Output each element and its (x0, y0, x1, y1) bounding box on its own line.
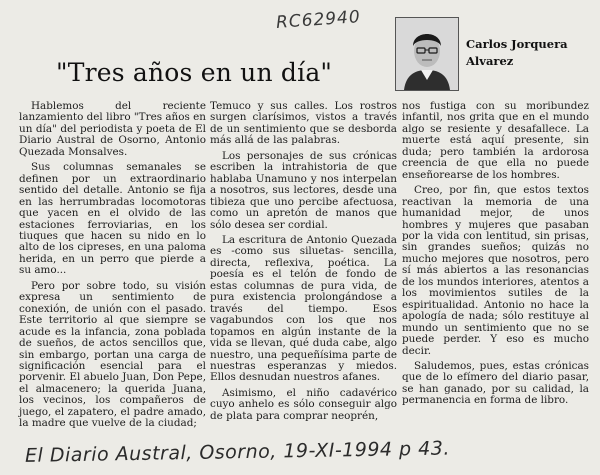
paragraph: Pero por sobre todo, su visión expresa un sentimiento de conexión, de unión con el pasado. Este territorio al que siempre se acude es la infancia, zona poblada de sueños, de actos sencillos que, sin embargo, portan una carga de significación esencial para el porvenir. El abuelo Juan, Don Pepe, el almacenero; la querida Juana, los vecinos, los compañeros de juego, el zapatero, el padre amado, la madre que vuelve de la ciudad; (19, 279, 206, 430)
author-name-line-2: Alvarez (466, 54, 514, 68)
paragraph: nos fustiga con su moribundez infantil, nos grita que en el mundo algo se resiente y desafallece. La muerte está aquí presente, sin duda; pero también la ardorosa creencia de que ella no puede enseñorearse de los hombres. (402, 100, 589, 181)
article-column-3 (402, 101, 589, 411)
paragraph: Sus columnas semanales se definen por un extraordinario sentido del detalle. Antonio se fija en las herrumbradas locomotoras que yacen en el olvido de las estaciones ferroviarias, en los tiuques que hacen su nido en lo alto de los cipreses, en una paloma herida, en un perro que pierde a su amo... (19, 161, 206, 277)
author-portrait-image (396, 18, 458, 90)
article-column-2 (210, 101, 397, 426)
paragraph: Temuco y sus calles. Los rostros surgen clarísimos, vistos a través de un sentimiento que se desborda más allá de las palabras. (210, 100, 397, 147)
paragraph: Los personajes de sus crónicas escriben la intrahistoria de que hablaba Unamuno y nos interpelan a nosotros, sus lectores, desde una tibieza que uno percibe afectuosa, como un apretón de manos que sólo desea ser cordial. (210, 149, 397, 231)
author-name-line-1: Carlos Jorquera (466, 37, 568, 51)
author-photo (395, 17, 459, 91)
paragraph: Creo, por fin, que estos textos reactivan la memoria de una humanidad mejor, de unos hombres y mujeres que pasaban por la vida con lentitud, sin prisas, sin grandes sueños; quizás no mucho mejores que nosotros, pero sí más abiertos a las resonancias de los mundos interiores, atentos a los movimientos sutiles de la espiritualidad. Antonio no hace la apología de nada; sólo restituye al mundo un sentimiento que no se puede perder. Y eso es mucho decir. (402, 184, 589, 357)
paragraph: Asimismo, el niño cadavérico cuyo anhelo es sólo conseguir algo de plata para comprar neoprén, (210, 386, 397, 422)
article-column-1 (19, 101, 206, 434)
paragraph: Saludemos, pues, estas crónicas que de lo efímero del diario pasar, se han ganado, por su calidad, la permanencia en forma de libro. (402, 359, 589, 407)
paragraph: La escritura de Antonio Quezada es -como sus siluetas- sencilla, directa, reflexiva, poética. La poesía es el telón de fondo de estas columnas de pura vida, de pura existencia prolongándose a través del tiempo. Esos vagabundos con los que nos topamos en algún instante de la vida se llevan, qué duda cabe, algo nuestro, una pequeñísima parte de nuestras esperanzas y miedos. Ellos desnudan nuestros afanes. (210, 233, 397, 384)
catalog-stamp: RC62940 (275, 7, 362, 33)
handwritten-source-note: El Diario Austral, Osorno, 19-XI-1994 p 43. (24, 437, 451, 467)
author-byline (466, 36, 568, 70)
article-title: "Tres años en un día" (56, 58, 333, 87)
paragraph: Hablemos del reciente lanzamiento del libro "Tres años en un día" del periodista y poeta de El Diario Austral de Osorno, Antonio Quezada Monsalves. (19, 100, 206, 158)
